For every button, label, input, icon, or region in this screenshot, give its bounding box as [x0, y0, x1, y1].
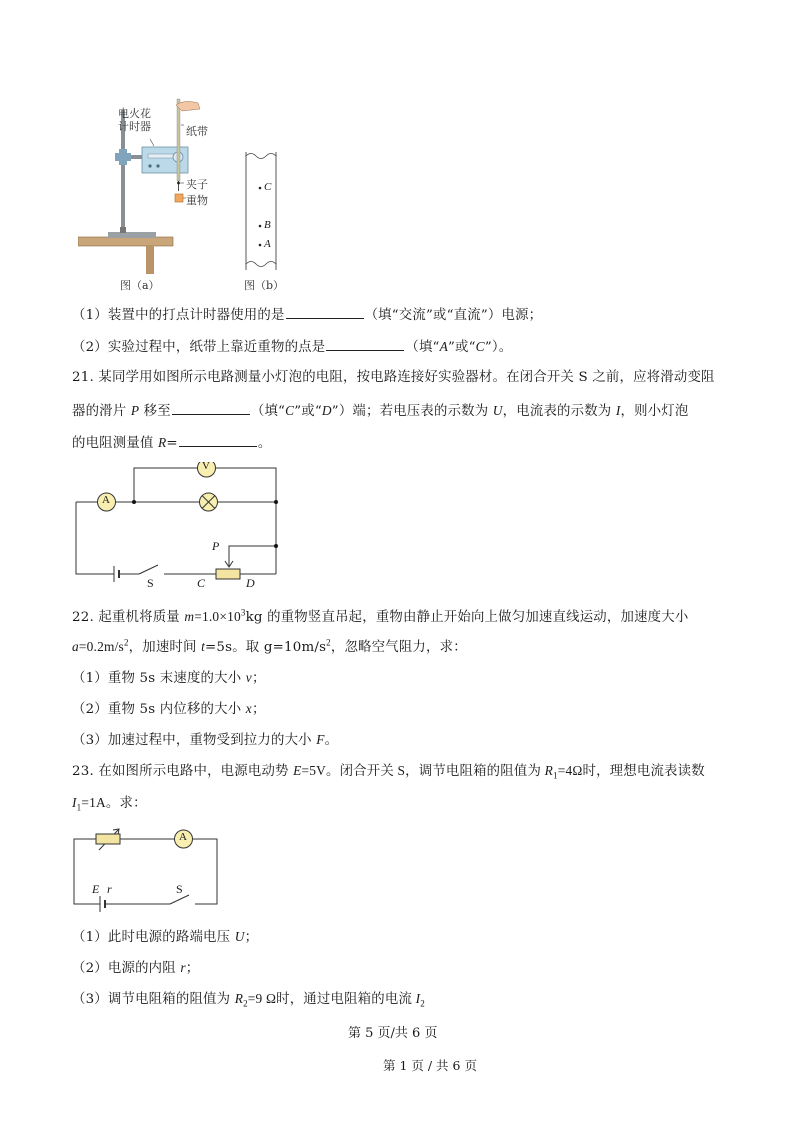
q22-line2: $a=0.2m/s^2$，加速时间 t=5s。取 $g=10m/s^2$，忽略空气阻力，求：	[72, 637, 467, 655]
q23-sub1: （1）此时电源的路端电压 U；	[72, 929, 259, 945]
answer-blank[interactable]	[286, 305, 364, 319]
outer-page-number: 第 1 页 / 共 6 页	[383, 1058, 477, 1073]
figure-b	[240, 148, 290, 296]
q20-sub2: （2）实验过程中，纸带上靠近重物的点是 （填“A”或“C”）。	[72, 339, 513, 355]
figure-b-caption: 图（b）	[244, 279, 285, 292]
q21-circuit-diagram	[74, 462, 284, 592]
q22-sub3: （3）加速过程中，重物受到拉力的大小 F。	[72, 732, 339, 748]
q22-sub2: （2）重物 5s 内位移的大小 x；	[72, 701, 266, 717]
switch-label: S	[147, 576, 154, 590]
tape-label: 纸带	[186, 125, 208, 138]
answer-blank[interactable]	[326, 337, 404, 351]
inner-page-number: 第 5 页/共 6 页	[348, 1026, 438, 1041]
voltmeter-label: V	[202, 460, 210, 472]
q23-line2: $I_1=1A$。求：	[72, 795, 147, 813]
point-b-label: B	[264, 219, 271, 231]
point-a-label: A	[264, 238, 271, 250]
end-c-label: C	[197, 576, 206, 590]
q23-line1: 23. 在如图所示电路中，电源电动势 E=5V。闭合开关 S，调节电阻箱的阻值为 $R_1=4\Omega$时，理想电流表读数	[72, 763, 705, 781]
q21-line1: 21. 某同学用如图所示电路测量小灯泡的电阻，按电路连接好实验器材。在闭合开关 S 之前，应将滑动变阻	[72, 370, 715, 385]
q22-line1: 22. 起重机将质量 $m=1.0\times 10^3kg$ 的重物竖直吊起，重物由静止开始向上做匀加速直线运动，加速度大小	[72, 607, 689, 625]
point-c-label: C	[264, 181, 272, 193]
clip-label: 夹子	[186, 178, 208, 191]
paper-tape-illustration	[240, 148, 290, 273]
q22-sub1: （1）重物 5s 末速度的大小 v；	[72, 670, 266, 686]
q21-line2: 器的滑片 P 移至 （填“C”或“D”）端；若电压表的示数为 U，电流表的示数为 I，则小灯泡	[72, 403, 689, 419]
measurement-circuit	[74, 462, 284, 592]
weight-label: 重物	[186, 194, 208, 207]
q23-sub2: （2）电源的内阻 r；	[72, 960, 200, 976]
q21-line3: 的电阻测量值 R= 。	[72, 435, 272, 451]
q23-sub3: （3）调节电阻箱的阻值为 $R_2=9$ Ω时，通过电阻箱的电流 $I_2$	[72, 991, 425, 1009]
internal-resistance-label: r	[107, 882, 112, 896]
slider-label: P	[212, 539, 220, 553]
ammeter-label: A	[102, 494, 110, 506]
timer-label: 电火花 计时器	[118, 107, 151, 133]
answer-blank[interactable]	[179, 433, 257, 447]
figure-a-caption: 图（a）	[120, 279, 160, 292]
end-d-label: D	[246, 576, 255, 590]
figure-a	[78, 95, 228, 295]
switch-label: S	[176, 882, 183, 896]
emf-circuit	[72, 826, 222, 916]
ammeter-label: A	[179, 831, 187, 843]
answer-blank[interactable]	[172, 401, 250, 415]
q20-sub1: （1）装置中的打点计时器使用的是 （填“交流”或“直流”）电源；	[72, 305, 542, 325]
q23-circuit-diagram	[72, 826, 222, 916]
emf-label: E	[92, 882, 100, 896]
